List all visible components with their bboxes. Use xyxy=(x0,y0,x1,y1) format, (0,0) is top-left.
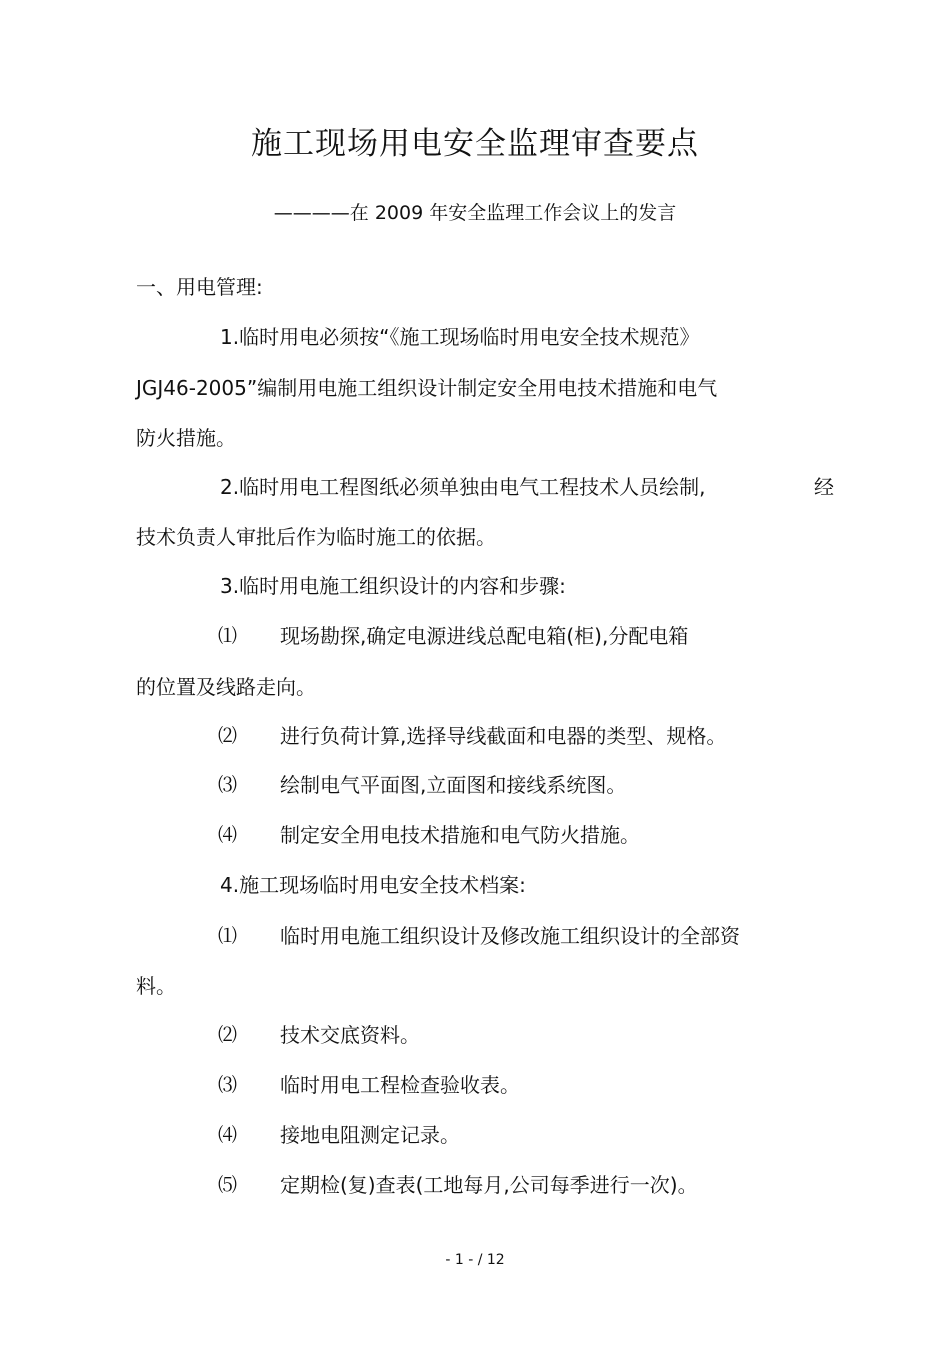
item-2-line-1-end: 经 xyxy=(814,475,834,499)
item-4-sub-1-text: 临时用电施工组织设计及修改施工组织设计的全部资 xyxy=(280,924,740,948)
item-4-sub-4-number: ⑷ xyxy=(218,1124,238,1146)
document-title: 施工现场用电安全监理审查要点 xyxy=(251,126,699,162)
page-number: - 1 - / 12 xyxy=(445,1252,505,1268)
item-2-line-1: 2.临时用电工程图纸必须单独由电气工程技术人员绘制, xyxy=(220,475,706,499)
item-3-sub-3-text: 绘制电气平面图,立面图和接线系统图。 xyxy=(280,773,627,797)
item-4-sub-4-text: 接地电阻测定记录。 xyxy=(280,1123,460,1147)
section-heading: 一、用电管理: xyxy=(136,275,263,299)
item-4-sub-1-continuation: 料。 xyxy=(136,974,176,998)
item-4-sub-1-number: ⑴ xyxy=(218,925,238,947)
item-3-sub-1-text: 现场勘探,确定电源进线总配电箱(柜),分配电箱 xyxy=(280,624,689,648)
item-3-sub-4-number: ⑷ xyxy=(218,824,238,846)
item-4-sub-2-text: 技术交底资料。 xyxy=(280,1023,420,1047)
item-1-line-2: JGJ46-2005”编制用电施工组织设计制定安全用电技术措施和电气 xyxy=(136,376,718,400)
item-3-sub-2-text: 进行负荷计算,选择导线截面和电器的类型、规格。 xyxy=(280,724,727,748)
item-3-sub-1-continuation: 的位置及线路走向。 xyxy=(136,675,316,699)
item-3-sub-1-number: ⑴ xyxy=(218,625,238,647)
item-1-line-1: 1.临时用电必须按“《施工现场临时用电安全技术规范》 xyxy=(220,325,700,349)
item-4-sub-3-number: ⑶ xyxy=(218,1074,238,1096)
item-4-sub-3-text: 临时用电工程检查验收表。 xyxy=(280,1073,520,1097)
item-3-heading: 3.临时用电施工组织设计的内容和步骤: xyxy=(220,574,566,598)
item-3-sub-3-number: ⑶ xyxy=(218,774,238,796)
document-subtitle: ————在 2009 年安全监理工作会议上的发言 xyxy=(273,202,677,224)
item-2-line-2: 技术负责人审批后作为临时施工的依据。 xyxy=(136,525,496,549)
item-3-sub-2-number: ⑵ xyxy=(218,725,238,747)
item-4-heading: 4.施工现场临时用电安全技术档案: xyxy=(220,873,526,897)
item-3-sub-4-text: 制定安全用电技术措施和电气防火措施。 xyxy=(280,823,640,847)
item-4-sub-2-number: ⑵ xyxy=(218,1024,238,1046)
item-4-sub-5-text: 定期检(复)查表(工地每月,公司每季进行一次)。 xyxy=(280,1173,698,1197)
item-4-sub-5-number: ⑸ xyxy=(218,1174,238,1196)
item-1-line-3: 防火措施。 xyxy=(136,426,236,450)
